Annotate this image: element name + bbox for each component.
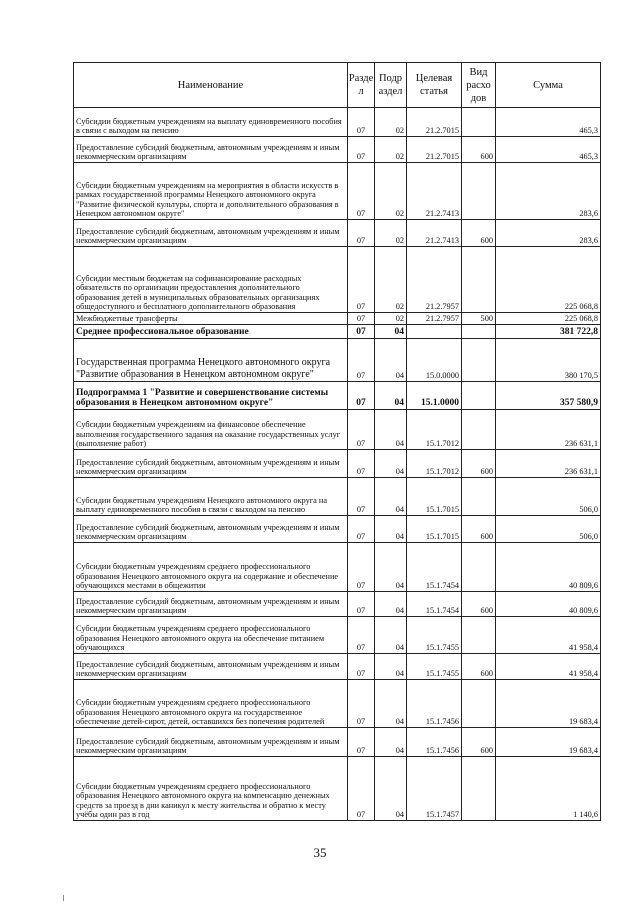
- row-sum-cell: 380 170,5: [496, 339, 601, 382]
- row-razdel-cell: 07: [348, 654, 375, 680]
- row-target-cell: 15.1.7015: [407, 516, 462, 543]
- row-podrazdel-cell: 04: [375, 543, 407, 592]
- row-target-cell: 15.1.7455: [407, 617, 462, 654]
- row-name-cell: Предоставление субсидий бюджетным, автономным учреждениям и иным некоммерческим организациям: [74, 516, 348, 543]
- budget-table: [73, 62, 601, 821]
- row-kind-cell: [462, 325, 496, 339]
- row-sum-cell: 1 140,6: [496, 757, 601, 821]
- row-target-cell: 15.1.0000: [407, 382, 462, 410]
- row-kind-cell: 600: [462, 137, 496, 163]
- row-target-cell: 15.0.0000: [407, 339, 462, 382]
- row-podrazdel-cell: 04: [375, 478, 407, 516]
- row-kind-cell: [462, 617, 496, 654]
- row-name-cell: Предоставление субсидий бюджетным, автономным учреждениям и иным некоммерческим организациям: [74, 220, 348, 247]
- row-kind-cell: 600: [462, 728, 496, 757]
- row-target-cell: 15.1.7457: [407, 757, 462, 821]
- row-podrazdel-cell: 02: [375, 163, 407, 220]
- table-row: [74, 654, 601, 680]
- row-target-cell: 15.1.7454: [407, 543, 462, 592]
- table-header-row: [74, 63, 601, 108]
- table-row: [74, 163, 601, 220]
- row-razdel-cell: 07: [348, 220, 375, 247]
- table-row: [74, 108, 601, 137]
- row-name-cell: Субсидии бюджетным учреждениям Ненецкого автономного округа на выплату единовременного пособия в связи с выходом на пенсию: [74, 478, 348, 516]
- row-kind-cell: 600: [462, 654, 496, 680]
- row-sum-cell: 236 631,1: [496, 450, 601, 478]
- row-podrazdel-cell: 02: [375, 108, 407, 137]
- table-row: [74, 617, 601, 654]
- row-razdel-cell: 07: [348, 592, 375, 617]
- row-name-cell: Предоставление субсидий бюджетным, автономным учреждениям и иным некоммерческим организациям: [74, 592, 348, 617]
- page-number: 35: [313, 845, 327, 860]
- row-name-cell: Субсидии бюджетным учреждениям на финансовое обеспечение выполнения государственного задания на оказание государственных услуг (выполнение работ): [74, 410, 348, 450]
- row-target-cell: 15.1.7456: [407, 728, 462, 757]
- row-sum-cell: 41 958,4: [496, 654, 601, 680]
- row-sum-cell: 357 580,9: [496, 382, 601, 410]
- row-razdel-cell: 07: [348, 680, 375, 728]
- row-kind-cell: [462, 478, 496, 516]
- row-name-cell: Среднее профессиональное образование: [74, 325, 348, 339]
- row-kind-cell: 600: [462, 592, 496, 617]
- row-sum-cell: 465,3: [496, 137, 601, 163]
- table-row: [74, 339, 601, 382]
- table-row: [74, 478, 601, 516]
- row-razdel-cell: 07: [348, 137, 375, 163]
- table-row: [74, 137, 601, 163]
- row-name-cell: Межбюджетные трансферты: [74, 313, 348, 325]
- row-target-cell: 15.1.7455: [407, 654, 462, 680]
- row-razdel-cell: 07: [348, 325, 375, 339]
- row-podrazdel-cell: 02: [375, 313, 407, 325]
- row-sum-cell: 465,3: [496, 108, 601, 137]
- row-podrazdel-cell: 04: [375, 325, 407, 339]
- table-row: [74, 247, 601, 313]
- row-sum-cell: 236 631,1: [496, 410, 601, 450]
- header-name: Наименование: [74, 63, 348, 108]
- row-razdel-cell: 07: [348, 757, 375, 821]
- row-podrazdel-cell: 04: [375, 757, 407, 821]
- row-podrazdel-cell: 04: [375, 450, 407, 478]
- row-razdel-cell: 07: [348, 728, 375, 757]
- row-sum-cell: 506,0: [496, 516, 601, 543]
- row-podrazdel-cell: 04: [375, 382, 407, 410]
- row-sum-cell: 40 809,6: [496, 592, 601, 617]
- row-kind-cell: [462, 757, 496, 821]
- row-podrazdel-cell: 04: [375, 592, 407, 617]
- row-target-cell: 15.1.7454: [407, 592, 462, 617]
- row-target-cell: 21.2.7015: [407, 137, 462, 163]
- row-razdel-cell: 07: [348, 108, 375, 137]
- row-target-cell: 21.2.7413: [407, 220, 462, 247]
- row-podrazdel-cell: 02: [375, 137, 407, 163]
- table-row: [74, 220, 601, 247]
- row-target-cell: 21.2.7413: [407, 163, 462, 220]
- table-row: [74, 382, 601, 410]
- row-sum-cell: 19 683,4: [496, 728, 601, 757]
- header-podrazdel: Подр аздел: [375, 63, 407, 108]
- table-row: [74, 410, 601, 450]
- row-razdel-cell: 07: [348, 313, 375, 325]
- row-name-cell: Субсидии бюджетным учреждениям среднего профессионального образования Ненецкого автономного округа на компенсацию денежных средств за проезд в дни каникул к месту жительства и обратно к месту учёбы один раз в год: [74, 757, 348, 821]
- table-row: [74, 592, 601, 617]
- row-razdel-cell: 07: [348, 543, 375, 592]
- row-target-cell: [407, 325, 462, 339]
- row-name-cell: Предоставление субсидий бюджетным, автономным учреждениям и иным некоммерческим организациям: [74, 137, 348, 163]
- row-kind-cell: [462, 339, 496, 382]
- row-name-cell: Субсидии бюджетным учреждениям среднего профессионального образования Ненецкого автономного округа на государственное обеспечение детей-сирот, детей, оставшихся без попечения родителей: [74, 680, 348, 728]
- row-name-cell: Предоставление субсидий бюджетным, автономным учреждениям и иным некоммерческим организациям: [74, 728, 348, 757]
- row-kind-cell: 600: [462, 220, 496, 247]
- row-kind-cell: 600: [462, 450, 496, 478]
- row-name-cell: Субсидии бюджетным учреждениям на мероприятия в области искусств в рамках государственной программы Ненецкого автономного округа "Развитие физической культуры, спорта и дополнительного образования в Ненецком автономном округе": [74, 163, 348, 220]
- row-podrazdel-cell: 04: [375, 728, 407, 757]
- row-kind-cell: [462, 247, 496, 313]
- row-sum-cell: 225 068,8: [496, 313, 601, 325]
- row-name-cell: Предоставление субсидий бюджетным, автономным учреждениям и иным некоммерческим организациям: [74, 450, 348, 478]
- row-sum-cell: 19 683,4: [496, 680, 601, 728]
- row-name-cell: Субсидии местным бюджетам на софинансирование расходных обязательств по организации предоставления дополнительного образования детей в муниципальных образовательных организациях общедоступного и бесплатного дополнительного образования: [74, 247, 348, 313]
- table-row: [74, 757, 601, 821]
- scan-edge-mark: [63, 895, 64, 901]
- row-razdel-cell: 07: [348, 516, 375, 543]
- row-kind-cell: [462, 410, 496, 450]
- row-kind-cell: 600: [462, 516, 496, 543]
- row-target-cell: 15.1.7456: [407, 680, 462, 728]
- header-razdel: Разде л: [348, 63, 375, 108]
- row-sum-cell: 283,6: [496, 220, 601, 247]
- row-sum-cell: 283,6: [496, 163, 601, 220]
- row-name-cell: Предоставление субсидий бюджетным, автономным учреждениям и иным некоммерческим организациям: [74, 654, 348, 680]
- row-kind-cell: [462, 382, 496, 410]
- row-kind-cell: [462, 543, 496, 592]
- header-sum: Сумма: [496, 63, 601, 108]
- row-podrazdel-cell: 04: [375, 516, 407, 543]
- row-target-cell: 21.2.7957: [407, 313, 462, 325]
- row-podrazdel-cell: 04: [375, 339, 407, 382]
- row-target-cell: 21.2.7015: [407, 108, 462, 137]
- row-podrazdel-cell: 04: [375, 617, 407, 654]
- row-sum-cell: 41 958,4: [496, 617, 601, 654]
- table-row: [74, 680, 601, 728]
- row-kind-cell: [462, 108, 496, 137]
- row-name-cell: Подпрограмма 1 "Развитие и совершенствование системы образования в Ненецком автономном округе": [74, 382, 348, 410]
- row-podrazdel-cell: 04: [375, 410, 407, 450]
- row-razdel-cell: 07: [348, 617, 375, 654]
- row-sum-cell: 225 068,8: [496, 247, 601, 313]
- row-razdel-cell: 07: [348, 478, 375, 516]
- row-target-cell: 15.1.7012: [407, 450, 462, 478]
- row-podrazdel-cell: 04: [375, 654, 407, 680]
- row-target-cell: 15.1.7012: [407, 410, 462, 450]
- row-razdel-cell: 07: [348, 247, 375, 313]
- row-name-cell: Государственная программа Ненецкого автономного округа "Развитие образования в Ненецком автономном округе": [74, 339, 348, 382]
- row-podrazdel-cell: 02: [375, 220, 407, 247]
- row-podrazdel-cell: 04: [375, 680, 407, 728]
- row-razdel-cell: 07: [348, 339, 375, 382]
- table-row: [74, 325, 601, 339]
- row-kind-cell: [462, 163, 496, 220]
- row-kind-cell: 500: [462, 313, 496, 325]
- row-razdel-cell: 07: [348, 450, 375, 478]
- table-row: [74, 516, 601, 543]
- table-row: [74, 450, 601, 478]
- table-row: [74, 728, 601, 757]
- header-kind: Вид расхо дов: [462, 63, 496, 108]
- row-razdel-cell: 07: [348, 382, 375, 410]
- row-podrazdel-cell: 02: [375, 247, 407, 313]
- header-target: Целевая статья: [407, 63, 462, 108]
- row-kind-cell: [462, 680, 496, 728]
- table-row: [74, 543, 601, 592]
- row-target-cell: 21.2.7957: [407, 247, 462, 313]
- table-row: [74, 313, 601, 325]
- row-razdel-cell: 07: [348, 410, 375, 450]
- row-sum-cell: 40 809,6: [496, 543, 601, 592]
- row-name-cell: Субсидии бюджетным учреждениям на выплату единовременного пособия в связи с выходом на пенсию: [74, 108, 348, 137]
- row-target-cell: 15.1.7015: [407, 478, 462, 516]
- row-name-cell: Субсидии бюджетным учреждениям среднего профессионального образования Ненецкого автономного округа на обеспечение питанием обучающихся: [74, 617, 348, 654]
- row-name-cell: Субсидии бюджетным учреждениям среднего профессионального образования Ненецкого автономного округа на содержание и обеспечение обучающихся местами в общежитии: [74, 543, 348, 592]
- row-razdel-cell: 07: [348, 163, 375, 220]
- row-sum-cell: 506,0: [496, 478, 601, 516]
- row-sum-cell: 381 722,8: [496, 325, 601, 339]
